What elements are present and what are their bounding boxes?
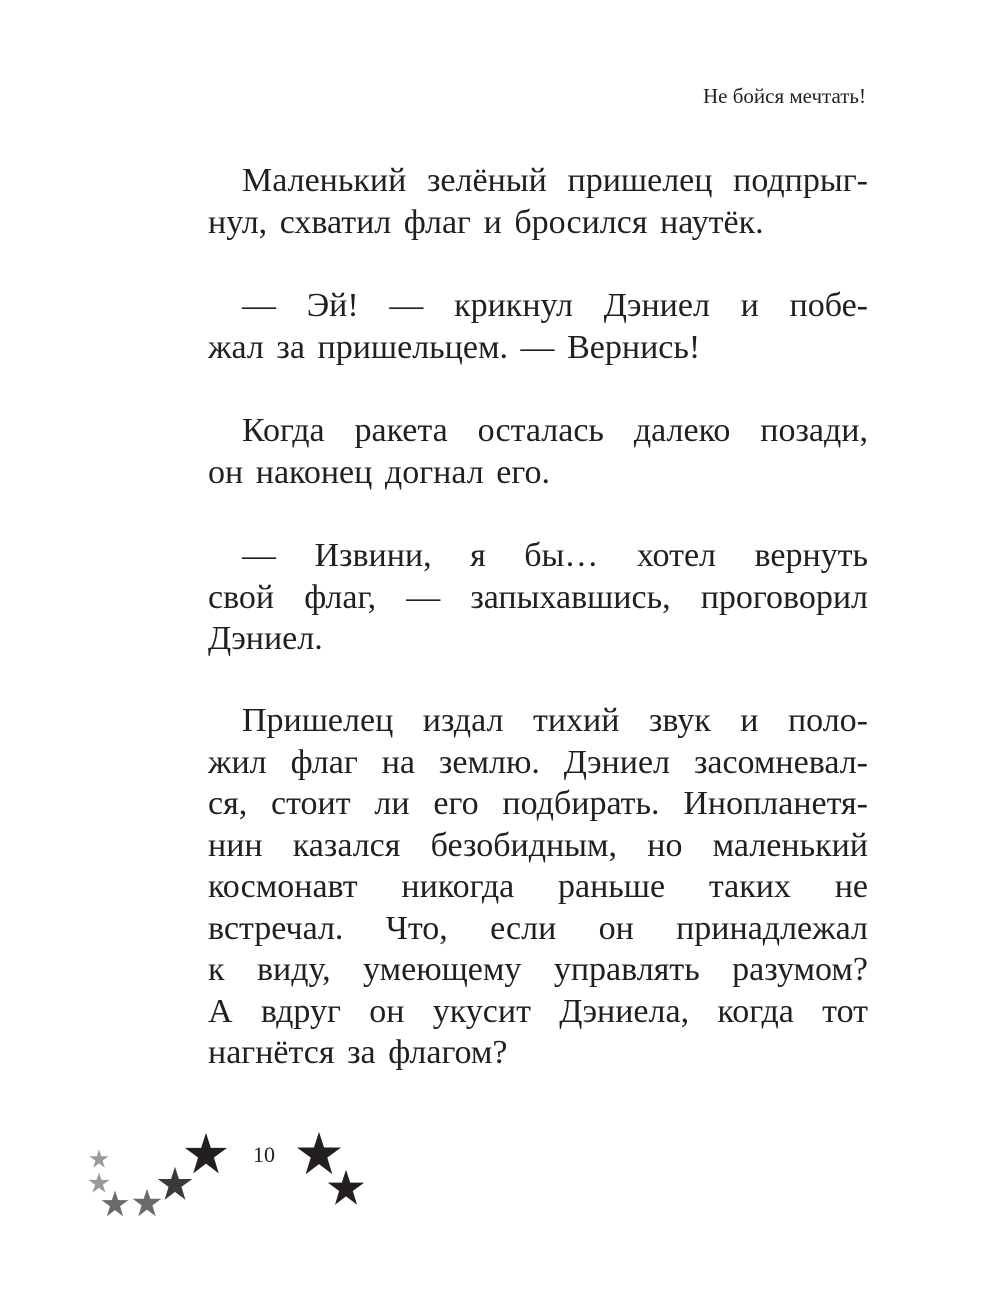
text-line: жил флаг на землю. Дэниел засомневал- [208,743,868,781]
text-line: встречал. Что, если он принадлежал [208,909,868,947]
paragraph [208,700,868,1074]
star-shape [89,1149,108,1167]
text-line: А вдруг он укусит Дэниела, когда тот [208,992,868,1030]
star-shape [102,1191,129,1217]
star-shape [297,1132,341,1174]
text-line: он наконец догнал его. [208,453,550,491]
paragraph [208,160,868,243]
text-line: свой флаг, — запыхавшись, проговорил [208,578,868,616]
text-line: Дэниел. [208,620,323,657]
star-icon [89,1149,109,1169]
page-number: 10 [253,1142,275,1167]
text-line: космонавт никогда раньше таких не [208,868,868,905]
text-line: нагнётся за флагом? [208,1034,508,1071]
text-line: Маленький зелёный пришелец подпрыг- [242,162,868,199]
star-icon [327,1169,365,1207]
text-line: — Извини, я бы… хотел вернуть [242,537,868,574]
text-line: к виду, умеющему управлять разумом? [208,951,868,988]
star-icon [184,1132,228,1176]
star-icon [101,1190,129,1218]
star-shape [185,1133,227,1173]
star-shape [328,1170,364,1205]
paragraph [208,410,868,493]
paragraph [208,535,868,660]
text-line: — Эй! — крикнул Дэниел и побе- [242,287,868,324]
paragraph [208,285,868,368]
text-line: нул, схватил флаг и бросился наутёк. [208,203,764,241]
text-line: Пришелец издал тихий звук и поло- [242,702,868,739]
running-header: Не бойся мечтать! [703,84,866,108]
text-line: ся, стоит ли его подбирать. Инопланетя- [208,785,868,822]
text-line: жал за пришельцем. — Вернись! [208,328,701,366]
text-line: нин казался безобидным, но маленький [208,826,868,864]
text-line: Когда ракета осталась далеко позади, [242,412,868,449]
